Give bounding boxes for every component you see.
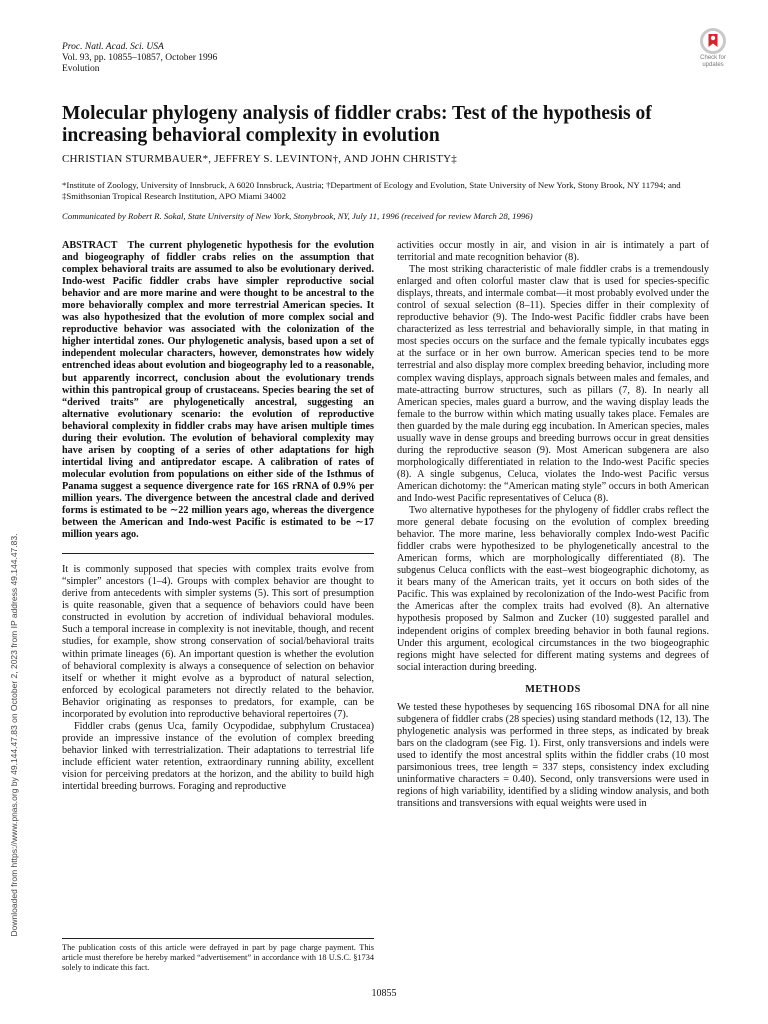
journal-section: Evolution [62,64,100,74]
left-column [62,240,374,793]
body-paragraph: The most striking characteristic of male fiddler crabs is a tremendously enlarged and often colorful master claw that is used for species-specific displays, threats, and intermale combat—it most probably evolved under the control of sexual selection (8–11). Species differ in their complexity of reproductive behavior (9). The Indo-west Pacific fiddler crabs have been characterized as less terrestrial and behaviorally simple, in that mating in most species occurs on the surface and the female typically incubates eggs at the surface or in her own burrow. American species tend to be more terrestrial and also display more complex breeding behavior, including more complex waving displays, approach signals between males and females, and mate-attracting burrow structures, such as pillars (7, 8). In nearly all American species, males guard a burrow, and the waving display leads the female to the burrow within which mating usually takes place. Females are then guarded by the male during egg incubation. In American species, males usually wave in dense groups and breeding burrows occur in great densities during the reproductive season (9). Most American subgenera are also morphologically differentiated in relation to the Indo-west Pacific species (8). A single subgenus, Celuca, violates the Indo-west Pacific versus American dichotomy: the “American mating style” occurs in both American and Indo-west Pacific representatives of Celuca (8). [397,264,709,504]
body-paragraph: activities occur mostly in air, and vision in air is intimately a part of territorial and mate recognition behavior (8). [397,240,709,264]
journal-name: Proc. Natl. Acad. Sci. USA [62,42,164,52]
right-column [397,240,709,810]
body-paragraph: Two alternative hypotheses for the phylogeny of fiddler crabs reflect the more general debate focusing on the evolution of complex breeding behavior. The more marine, less behaviorally complex Indo-west Pacific fiddler crabs were hypothesized to be phylogenetically ancestral to the American forms, which are morphologically differentiated (8). The subgenus Celuca conflicts with the east–west biogeographic dichotomy, as it bears many of the American traits, yet it occurs on both sides of the Pacific. This was explained by recolonization of the Indo-west Pacific from the Americas after the complex traits had evolved (8). An alternative hypothesis proposed by Salmon and Zucker (10) suggested parallel and independent origins of complex breeding behavior in both faunal regions. Under this argument, ecological circumstances in the two biogeographic regions might have selected for different mating systems and degrees of social interaction during breeding. [397,505,709,673]
footnote-text: The publication costs of this article were defrayed in part by page charge payment. This article must therefore be hereby marked “advertisement” in accordance with 18 U.S.C. §1734 solely to indicate this fact. [62,943,374,972]
download-note [4,480,22,1000]
check-for-updates-badge[interactable] [692,28,734,68]
author-list: CHRISTIAN STURMBAUER*, JEFFREY S. LEVINTON†, AND JOHN CHRISTY‡ [62,153,457,165]
methods-paragraph: We tested these hypotheses by sequencing 16S ribosomal DNA for all nine subgenera of fiddler crabs (28 species) using standard methods (12, 13). The phylogenetic analysis was performed in three steps, as indicated by break bars on the cladogram (see Fig. 1). First, only transversions and indels were used to identify the most ancestral splits within the fiddler crabs (10 most parsimonious trees, tree length = 337 steps, consistency index excluding uninformative characters = 0.40). Second, only transversions were used in regions of high variability, identified by a sliding window analysis, and both transitions and transversions with equal weights were used in [397,701,709,810]
cost-footnote [62,938,374,973]
check-for-updates-label: Check for updates [700,55,726,68]
journal-header [62,42,217,75]
download-note-text: Downloaded from https://www.pnas.org by 49.144.47.83 on October 2, 2023 from IP address 49.144.47.83. [9,533,19,937]
methods-heading: METHODS [525,683,581,695]
crossmark-icon [700,28,726,54]
body-paragraph: Fiddler crabs (genus Uca, family Ocypodidae, subphylum Crustacea) provide an impressive instance of the evolution of complex breeding behavior linked with terrestrialization. Their adaptations to terrestrial life include efficient water retention, extraordinary running ability, excellent vision for perceiving predators at the horizon, and the ability to build high intertidal breeding burrows. Foraging and reproductive [62,720,374,793]
journal-volume: Vol. 93, pp. 10855–10857, October 1996 [62,53,218,63]
abstract-heading: ABSTRACT [62,240,118,251]
communicated-line: Communicated by Robert R. Sokal, State University of New York, Stonybrook, NY, July 11, 1996 (received for review March 28, 1996) [62,211,533,221]
paper-title: Molecular phylogeny analysis of fiddler crabs: Test of the hypothesis of increasing behavioral complexity in evolution [62,103,652,146]
affiliations: *Institute of Zoology, University of Innsbruck, A 6020 Innsbruck, Austria; †Department of Ecology and Evolution, State University of New York, Stony Brook, NY 11794; and ‡Smithsonian Tropical Research Institution, APO Miami 34002 [62,180,681,201]
body-paragraph: It is commonly supposed that species with complex traits evolve from “simpler” ancestors (1–4). Groups with complex behavior are thought to derive from antecedents with simpler systems (5). This sort of presumption is quite reasonable, given that a sequence of behaviors could have been constructed in evolution by accretion of individual behavioral modules. Such a temporal increase in complexity is not inevitable, though, and recent studies, for example, show strong conservation of social/behavioral traits within primate lineages (6). An important question is whether the evolution of behavioral complexity is always a consequence of selection on behavior itself or whether it might evolve as a byproduct of natural selection, enforced by ecological parameters not directly related to the behavior. Behavior originating as responses to predators, for example, can be incorporated by evolution into reproductive behavioral repertoires (7). [62,564,374,720]
abstract-divider [62,553,374,554]
page-number: 10855 [371,988,397,999]
footnote-divider [62,938,374,939]
abstract [62,240,374,541]
abstract-text: The current phylogenetic hypothesis for the evolution and biogeography of fiddler crabs relies on the assumption that complex behavioral traits are assumed to also be evolutionary derived. Indo-west Pacific fiddler crabs have simpler reproductive social behavior and are more marine and were thought to be ancestral to the more behaviorally complex and more terrestrial American species. It was also hypothesized that the evolution of more complex social and reproductive behavior was associated with the colonization of the higher intertidal zones. Our phylogenetic analysis, based upon a set of independent molecular characters, however, demonstrates how widely entrenched ideas about evolution and biogeography led to a reasonable, but apparently incorrect, conclusion about the evolutionary trends within this pantropical group of crustaceans. Species bearing the set of “derived traits” are phylogenetically ancestral, suggesting an alternative evolutionary scenario: the evolution of reproductive behavioral complexity in fiddler crabs may have arisen multiple times during their evolution. The evolution of behavioral complexity may have arisen by coopting of a series of other adaptations for high intertidal living and antipredator escape. A calibration of rates of molecular evolution from populations on either side of the Isthmus of Panama suggest a sequence divergence rate for 16S rRNA of 0.9% per million years. The divergence between the ancestral clade and derived forms is estimated to be ∼22 million years ago, whereas the divergence between the American and Indo-west Pacific is estimated to be ∼17 million years ago. [62,240,374,541]
